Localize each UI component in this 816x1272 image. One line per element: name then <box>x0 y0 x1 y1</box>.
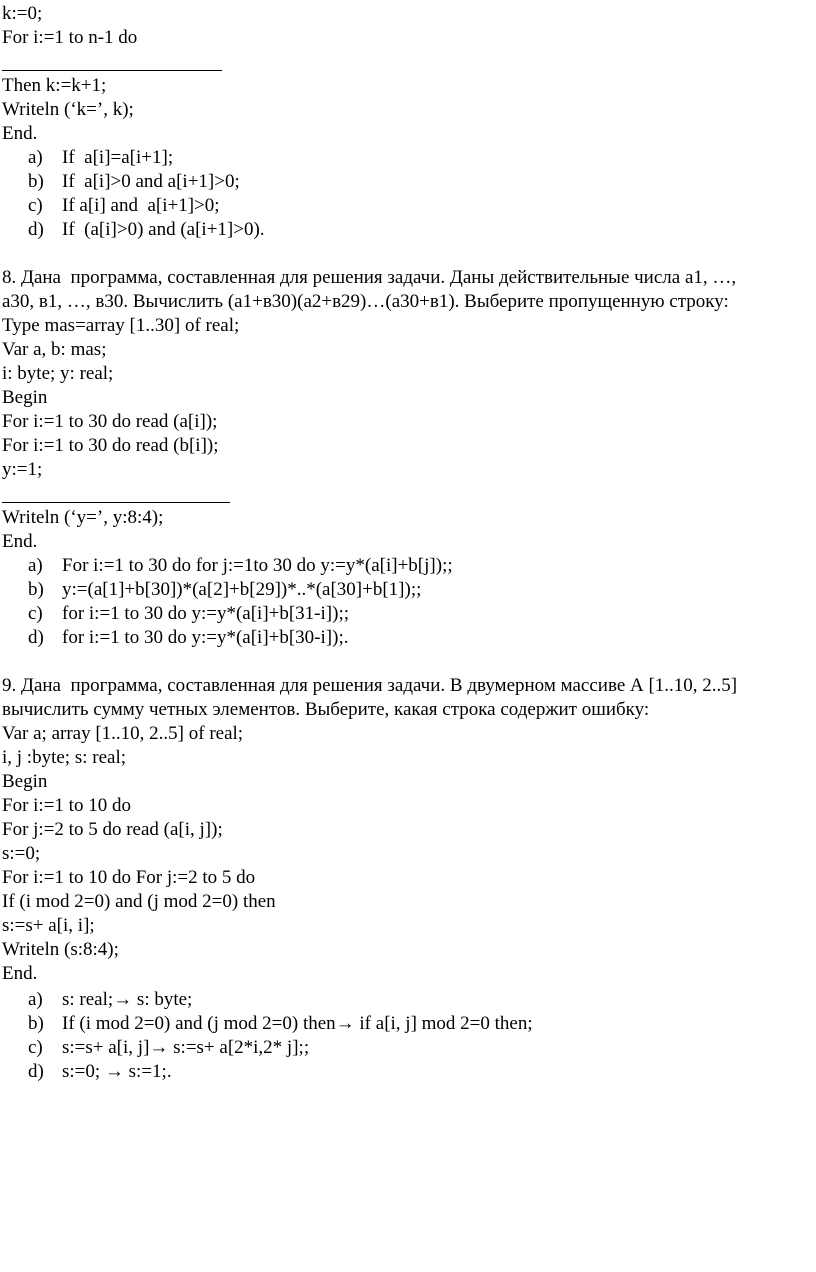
option-text: If a[i] and a[i+1]>0; <box>62 195 220 216</box>
question-9-statement-line-1: 9. Дана программа, составленная для решения задачи. В двумерном массиве А [1..10, 2..5] <box>2 675 738 696</box>
option-marker: d) <box>28 627 44 648</box>
option-text: If a[i]=a[i+1]; <box>62 147 174 168</box>
answer-option-d <box>28 218 265 242</box>
answer-option-d <box>28 1060 172 1084</box>
answer-option-c <box>28 602 349 626</box>
code-line: Begin <box>2 771 48 792</box>
answer-option-a <box>28 146 173 170</box>
option-marker: c) <box>28 195 43 216</box>
code-line: Var a; array [1..10, 2..5] of real; <box>2 723 244 744</box>
option-marker: d) <box>28 219 44 240</box>
answer-option-d <box>28 626 348 650</box>
code-line: i, j :byte; s: real; <box>2 747 127 768</box>
answer-blank-line <box>2 70 222 71</box>
option-marker: b) <box>28 171 44 192</box>
code-line: s:=0; <box>2 843 41 864</box>
answer-option-b <box>28 1012 533 1036</box>
code-line: For i:=1 to 30 do read (a[i]); <box>2 411 218 432</box>
answer-option-c <box>28 194 220 218</box>
answer-option-a <box>28 988 192 1012</box>
code-line: For i:=1 to 10 do <box>2 795 131 816</box>
option-text: If a[i]>0 and a[i+1]>0; <box>62 171 240 192</box>
option-marker: c) <box>28 603 43 624</box>
code-line: Then k:=k+1; <box>2 75 107 96</box>
question-8-statement-line-2: а30, в1, …, в30. Вычислить (а1+в30)(а2+в29)…(а30+в1). Выберите пропущенную строку: <box>2 291 729 312</box>
option-marker: b) <box>28 1013 44 1034</box>
code-line: For j:=2 to 5 do read (a[i, j]); <box>2 819 223 840</box>
code-line: y:=1; <box>2 459 43 480</box>
option-marker: a) <box>28 147 43 168</box>
option-text: y:=(a[1]+b[30])*(a[2]+b[29])*..*(a[30]+b[1]);; <box>62 579 422 600</box>
code-line: If (i mod 2=0) and (j mod 2=0) then <box>2 891 276 912</box>
code-line: Writeln (‘k=’, k); <box>2 99 134 120</box>
code-line: i: byte; y: real; <box>2 363 114 384</box>
code-line: For i:=1 to 30 do read (b[i]); <box>2 435 219 456</box>
code-line: Writeln (‘y=’, y:8:4); <box>2 507 164 528</box>
option-text: If (a[i]>0) and (a[i+1]>0). <box>62 219 265 240</box>
option-marker: b) <box>28 579 44 600</box>
option-text: s:=s+ a[i, j]→ s:=s+ a[2*i,2* j];; <box>62 1037 310 1058</box>
question-9-statement-line-2: вычислить сумму четных элементов. Выберите, какая строка содержит ошибку: <box>2 699 650 720</box>
answer-option-b <box>28 578 421 602</box>
code-line: Begin <box>2 387 48 408</box>
code-line: Type mas=array [1..30] of real; <box>2 315 240 336</box>
code-line: For i:=1 to n-1 do <box>2 27 138 48</box>
code-line: For i:=1 to 10 do For j:=2 to 5 do <box>2 867 256 888</box>
code-line: s:=s+ a[i, i]; <box>2 915 95 936</box>
answer-option-b <box>28 170 240 194</box>
option-marker: a) <box>28 555 43 576</box>
option-marker: a) <box>28 989 43 1010</box>
code-line: Var a, b: mas; <box>2 339 107 360</box>
code-line: End. <box>2 963 38 984</box>
code-line: k:=0; <box>2 3 43 24</box>
option-text: For i:=1 to 30 do for j:=1to 30 do y:=y*(a[i]+b[j]);; <box>62 555 453 576</box>
option-marker: c) <box>28 1037 43 1058</box>
option-marker: d) <box>28 1061 44 1082</box>
option-text: s: real;→ s: byte; <box>62 989 193 1010</box>
option-text: for i:=1 to 30 do y:=y*(a[i]+b[30-i]);. <box>62 627 349 648</box>
code-line: Writeln (s:8:4); <box>2 939 119 960</box>
option-text: s:=0; → s:=1;. <box>62 1061 172 1082</box>
option-text: for i:=1 to 30 do y:=y*(a[i]+b[31-i]);; <box>62 603 350 624</box>
answer-option-c <box>28 1036 309 1060</box>
answer-blank-line <box>2 502 230 503</box>
answer-option-a <box>28 554 453 578</box>
option-text: If (i mod 2=0) and (j mod 2=0) then→ if a[i, j] mod 2=0 then; <box>62 1013 533 1034</box>
code-line: End. <box>2 123 38 144</box>
code-line: End. <box>2 531 38 552</box>
question-8-statement-line-1: 8. Дана программа, составленная для решения задачи. Даны действительные числа а1, …, <box>2 267 737 288</box>
